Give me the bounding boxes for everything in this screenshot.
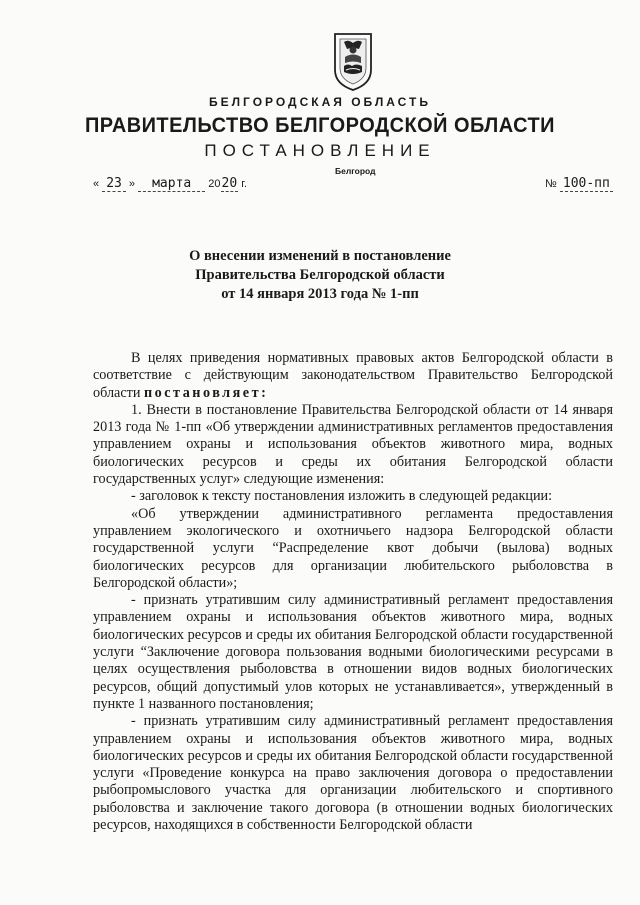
title-line-1: О внесении изменений в постановление [189, 248, 451, 264]
date-year-abbr: г. [241, 178, 247, 190]
document-title [0, 247, 640, 304]
date-month: марта [138, 176, 205, 192]
paragraph-preamble [93, 350, 613, 402]
document-number [545, 176, 613, 191]
paragraph-repeal-2: - признать утратившим силу административный регламент предоставления управлением охраны и использования объектов животного мира, водных биологических ресурсов и среды их обитания Белгородской области государственной услуги «Проведение конкурса на право заключения договора о предоставлении рыбопромыслового участка для организации любительского и спортивного рыболовства и заключение такого договора (в отношении водных биологических ресурсов, находящихся в собственности Белгородской области [93, 713, 613, 834]
city-name: Белгород [335, 166, 376, 176]
document-type: ПОСТАНОВЛЕНИЕ [204, 141, 436, 160]
paragraph-item-1: 1. Внести в постановление Правительства Белгородской области от 14 января 2013 года № 1-пп «Об утверждении административных регламентов предоставления управлением охраны и использования объектов животного мира, водных биологических ресурсов и среды их обитания Белгородской области государственных услуг» следующие изменения: [93, 401, 613, 488]
preamble-resolves: постановляет: [143, 384, 269, 401]
region-name: БЕЛГОРОДСКАЯ ОБЛАСТЬ [209, 95, 431, 109]
date-year-suffix: 20 [221, 176, 238, 191]
government-name: ПРАВИТЕЛЬСТВО БЕЛГОРОДСКОЙ ОБЛАСТИ [84, 114, 556, 137]
title-line-2: Правительства Белгородской области [195, 267, 445, 283]
document-date [93, 176, 247, 191]
number-label: № [545, 178, 557, 190]
coat-of-arms-icon [332, 30, 374, 92]
preamble-text: В целях приведения нормативных правовых актов Белгородской области в соответствие с действующим законодательством Правительство Белгородской области [93, 350, 613, 401]
paragraph-repeal-1: - признать утратившим силу административный регламент предоставления управлением охраны и использования объектов животного мира, водных биологических ресурсов и среды их обитания Белгородской области государственной услуги “Заключение договора пользования водными биологическими ресурсами в целях осуществления рыболовства в отношении видов водных биологических ресурсов, общий допустимый улов которых не устанавливается», утвержденный в пункте 1 названного постановления; [93, 592, 613, 712]
document-body [93, 350, 613, 834]
number-value: 100-пп [560, 176, 613, 192]
title-line-3: от 14 января 2013 года № 1-пп [221, 286, 419, 302]
paragraph-new-heading: «Об утверждении административного регламента предоставления управлением экологического и охотничьего надзора Белгородской области государственной услуги “Распределение квот добычи (вылова) водных биологических ресурсов для организации любительского рыболовства в Белгородской области»; [93, 505, 613, 591]
paragraph-heading-change: - заголовок к тексту постановления изложить в следующей редакции: [131, 488, 553, 505]
date-close-quote: » [128, 178, 136, 190]
date-open-quote: « [93, 178, 100, 190]
date-year-prefix: 20 [208, 178, 221, 190]
date-day: 23 [102, 176, 126, 192]
